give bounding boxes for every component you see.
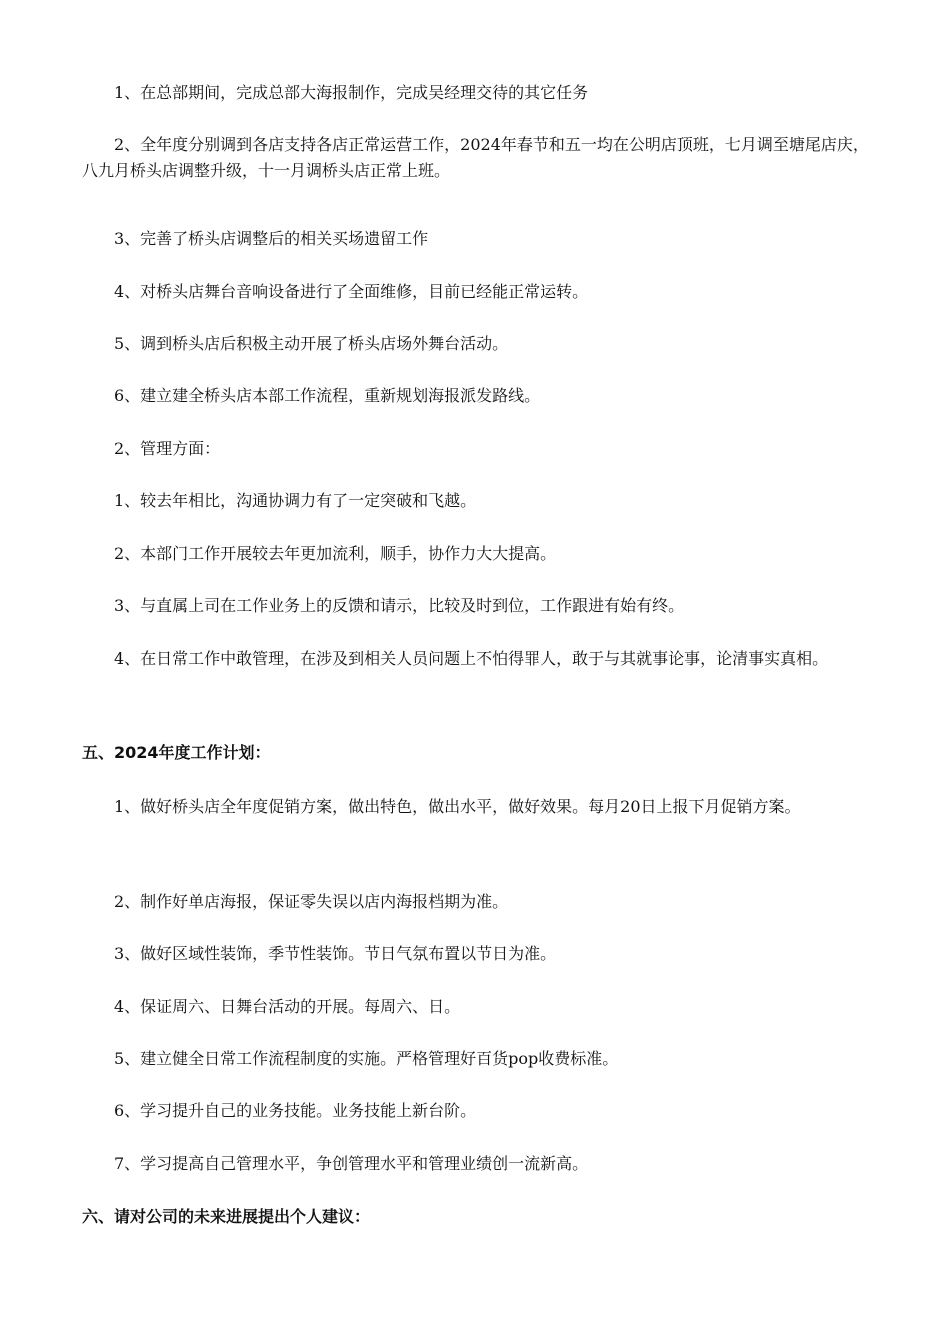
paragraph: 5、建立健全日常工作流程制度的实施。严格管理好百货pop收费标准。 bbox=[114, 1049, 619, 1068]
paragraph: 7、学习提高自己管理水平，争创管理水平和管理业绩创一流新高。 bbox=[114, 1154, 589, 1173]
paragraph: 2、全年度分别调到各店支持各店正常运营工作，2024年春节和五一均在公明店顶班，七月调至塘尾店庆，八九月桥头店调整升级，十一月调桥头店正常上班。 bbox=[82, 135, 869, 180]
paragraph: 6、学习提升自己的业务技能。业务技能上新台阶。 bbox=[114, 1101, 477, 1120]
paragraph: 2、制作好单店海报，保证零失误以店内海报档期为准。 bbox=[114, 892, 509, 911]
section-heading-6: 六、请对公司的未来进展提出个人建议： bbox=[82, 1207, 371, 1226]
paragraph: 2、本部门工作开展较去年更加流利，顺手，协作力大大提高。 bbox=[114, 544, 557, 563]
paragraph: 3、与直属上司在工作业务上的反馈和请示，比较及时到位，工作跟进有始有终。 bbox=[114, 596, 685, 615]
paragraph: 3、完善了桥头店调整后的相关买场遗留工作 bbox=[114, 229, 429, 248]
paragraph: 4、保证周六、日舞台活动的开展。每周六、日。 bbox=[114, 997, 461, 1016]
paragraph: 1、在总部期间，完成总部大海报制作，完成吴经理交待的其它任务 bbox=[114, 83, 589, 102]
paragraph: 5、调到桥头店后积极主动开展了桥头店场外舞台活动。 bbox=[114, 334, 509, 353]
paragraph: 6、建立建全桥头店本部工作流程，重新规划海报派发路线。 bbox=[114, 386, 541, 405]
paragraph: 4、在日常工作中敢管理，在涉及到相关人员问题上不怕得罪人，敢于与其就事论事，论清事实真相。 bbox=[114, 649, 829, 668]
paragraph: 3、做好区域性装饰，季节性装饰。节日气氛布置以节日为准。 bbox=[114, 944, 557, 963]
paragraph: 4、对桥头店舞台音响设备进行了全面维修，目前已经能正常运转。 bbox=[114, 282, 589, 301]
paragraph: 1、较去年相比，沟通协调力有了一定突破和飞越。 bbox=[114, 491, 477, 510]
section-heading-5: 五、2024年度工作计划： bbox=[82, 743, 271, 762]
paragraph: 1、做好桥头店全年度促销方案，做出特色，做出水平，做好效果。每月20日上报下月促销方案。 bbox=[114, 797, 801, 816]
subsection-title: 2、管理方面： bbox=[114, 439, 221, 458]
